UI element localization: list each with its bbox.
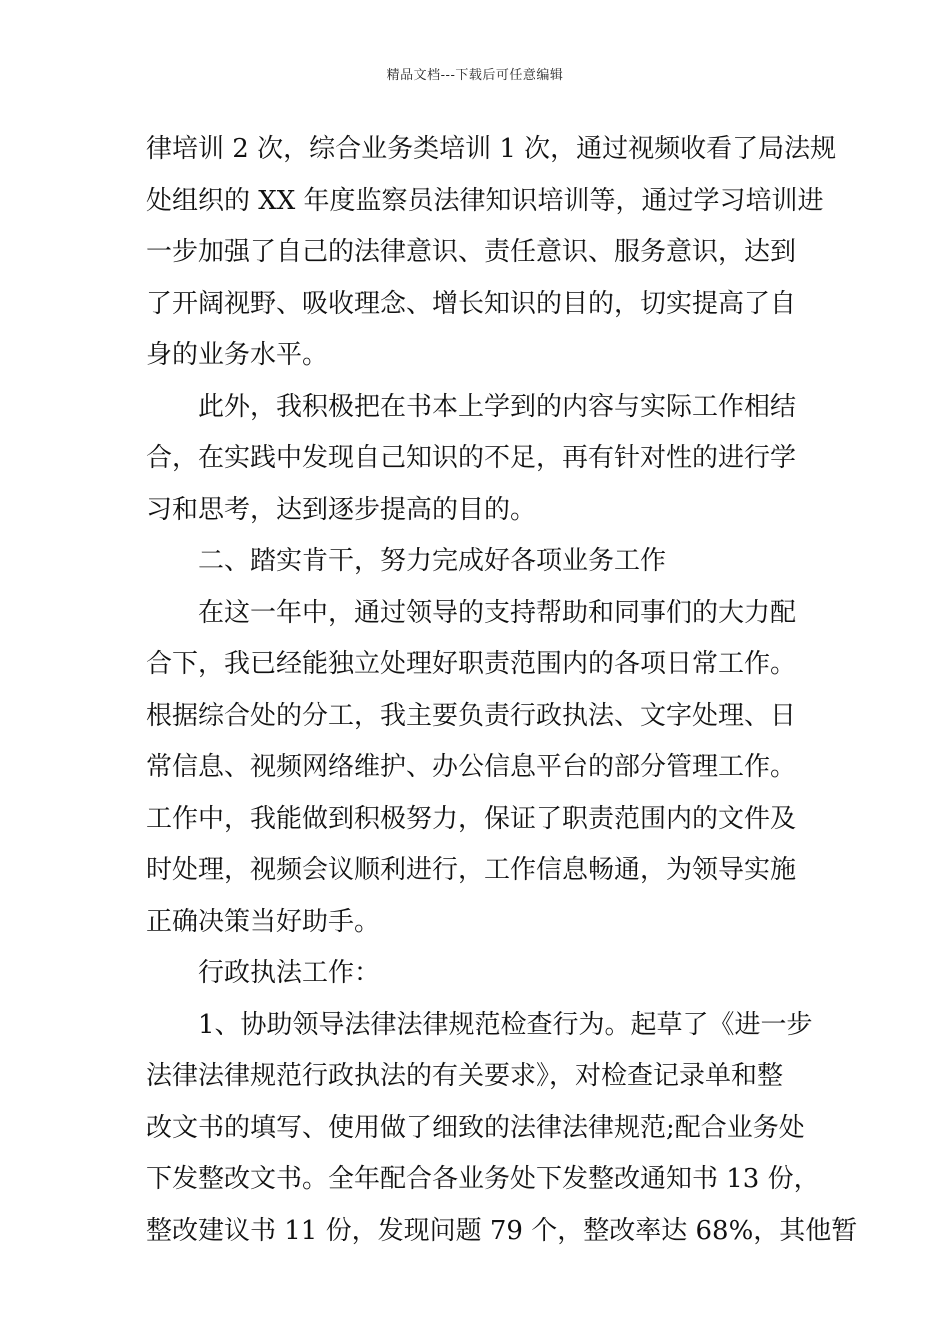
text-line: 正确决策当好助手。 — [146, 906, 381, 937]
text-line: 常信息、视频网络维护、办公信息平台的部分管理工作。 — [146, 752, 797, 782]
paragraph-first-line: 此外，我积极把在书本上学到的内容与实际工作相结 — [198, 391, 797, 422]
text-line: 合，在实践中发现自己知识的不足，再有针对性的进行学 — [146, 443, 797, 473]
section-heading: 二、踏实肯干，努力完成好各项业务工作 — [198, 546, 667, 576]
paragraph-first-line: 1、协助领导法律法律规范检查行为。起草了《进一步 — [198, 1009, 813, 1040]
text-line: 改文书的填写、使用做了细致的法律法律规范;配合业务处 — [146, 1112, 805, 1143]
document-body — [146, 124, 858, 1257]
text-line: 律培训 2 次，综合业务类培训 1 次，通过视频收看了局法规 — [146, 134, 837, 164]
text-line: 处组织的 XX 年度监察员法律知识培训等，通过学习培训进 — [146, 185, 824, 216]
page-header: 精品文档---下载后可任意编辑 — [386, 68, 564, 83]
text-line: 了开阔视野、吸收理念、增长知识的目的，切实提高了自 — [146, 288, 797, 319]
text-line: 法律法律规范行政执法的有关要求》，对检查记录单和整 — [146, 1061, 784, 1091]
text-line: 一步加强了自己的法律意识、责任意识、服务意识，达到 — [146, 237, 797, 267]
text-line: 身的业务水平。 — [146, 340, 329, 370]
paragraph-first-line: 在这一年中，通过领导的支持帮助和同事们的大力配 — [198, 597, 797, 628]
text-line: 整改建议书 11 份，发现问题 79 个，整改率达 68%，其他暂 — [146, 1215, 858, 1246]
text-line: 根据综合处的分工，我主要负责行政执法、文字处理、日 — [146, 700, 797, 731]
text-line: 合下，我已经能独立处理好职责范围内的各项日常工作。 — [146, 649, 797, 679]
text-line: 下发整改文书。全年配合各业务处下发整改通知书 13 份， — [146, 1164, 820, 1194]
text-line: 习和思考，达到逐步提高的目的。 — [146, 494, 537, 525]
subsection-heading: 行政执法工作： — [198, 958, 381, 988]
text-line: 时处理，视频会议顺利进行，工作信息畅通，为领导实施 — [146, 855, 797, 885]
text-line: 工作中，我能做到积极努力，保证了职责范围内的文件及 — [146, 803, 797, 834]
